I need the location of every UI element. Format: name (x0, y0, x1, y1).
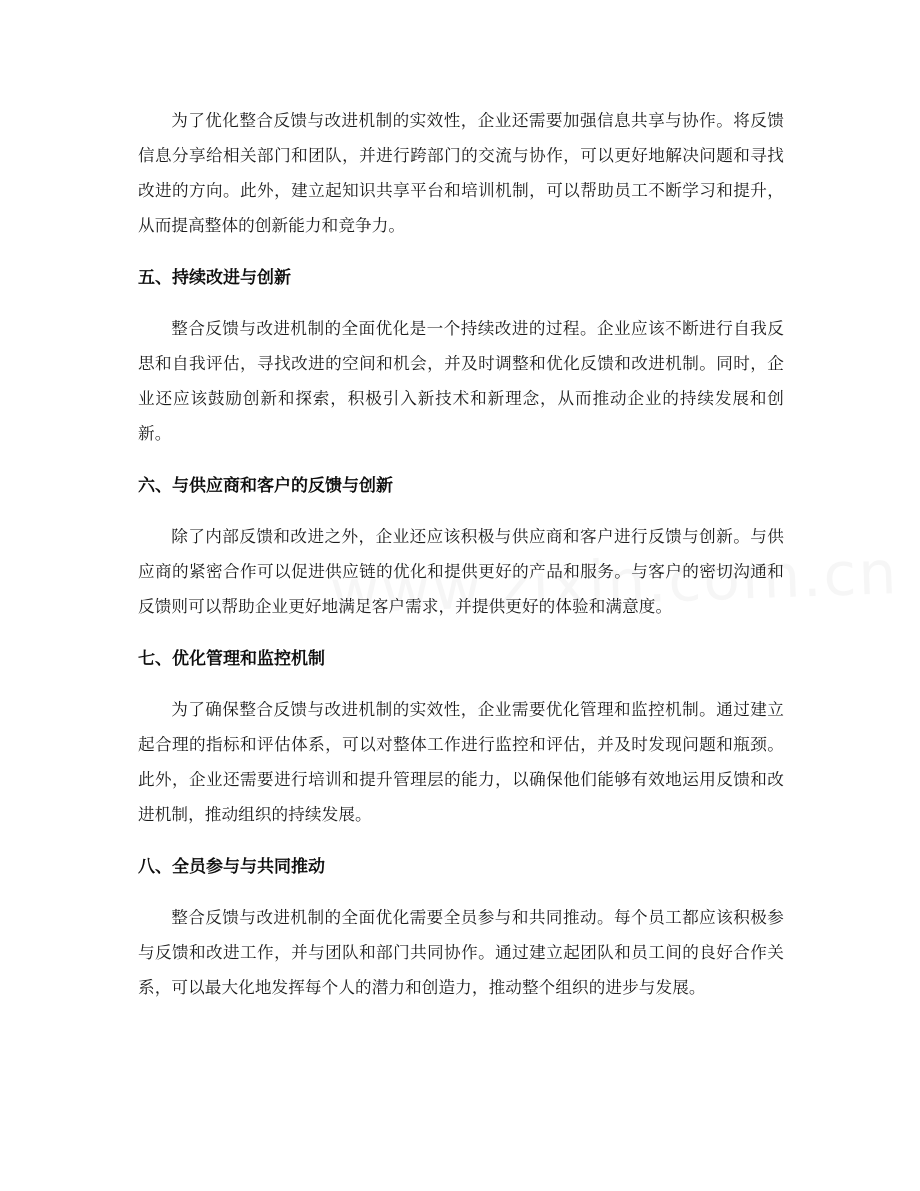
section-paragraph: 为了确保整合反馈与改进机制的实效性，企业需要优化管理和监控机制。通过建立起合理的指标和评估体系，可以对整体工作进行监控和评估，并及时发现问题和瓶颈。此外，企业还需要进行培训和提升管理层的能力，以确保他们能够有效地运用反馈和改进机制，推动组织的持续发展。 (138, 700, 784, 824)
section-heading: 八、全员参与与共同推动 (138, 857, 325, 877)
section-heading: 六、与供应商和客户的反馈与创新 (138, 476, 393, 496)
section-5 (138, 263, 784, 451)
section-8 (138, 852, 784, 1005)
section-paragraph: 整合反馈与改进机制的全面优化需要全员参与和共同推动。每个员工都应该积极参与反馈和改进工作，并与团队和部门共同协作。通过建立起团队和员工间的良好合作关系，可以最大化地发挥每个人的潜力和创造力，推动整个组织的进步与发展。 (138, 908, 784, 997)
section-heading: 五、持续改进与创新 (138, 268, 291, 288)
section-paragraph: 整合反馈与改进机制的全面优化是一个持续改进的过程。企业应该不断进行自我反思和自我评估，寻找改进的空间和机会，并及时调整和优化反馈和改进机制。同时，企业还应该鼓励创新和探索，积极引入新技术和新理念，从而推动企业的持续发展和创新。 (138, 319, 784, 443)
section-heading: 七、优化管理和监控机制 (138, 649, 325, 669)
document-body (138, 103, 784, 1005)
section-6 (138, 471, 784, 624)
section-paragraph: 除了内部反馈和改进之外，企业还应该积极与供应商和客户进行反馈与创新。与供应商的紧密合作可以促进供应链的优化和提供更好的产品和服务。与客户的密切沟通和反馈则可以帮助企业更好地满足客户需求，并提供更好的体验和满意度。 (138, 527, 784, 616)
intro-paragraph: 为了优化整合反馈与改进机制的实效性，企业还需要加强信息共享与协作。将反馈信息分享给相关部门和团队，并进行跨部门的交流与协作，可以更好地解决问题和寻找改进的方向。此外，建立起知识共享平台和培训机制，可以帮助员工不断学习和提升，从而提高整体的创新能力和竞争力。 (138, 111, 784, 235)
section-7 (138, 644, 784, 832)
